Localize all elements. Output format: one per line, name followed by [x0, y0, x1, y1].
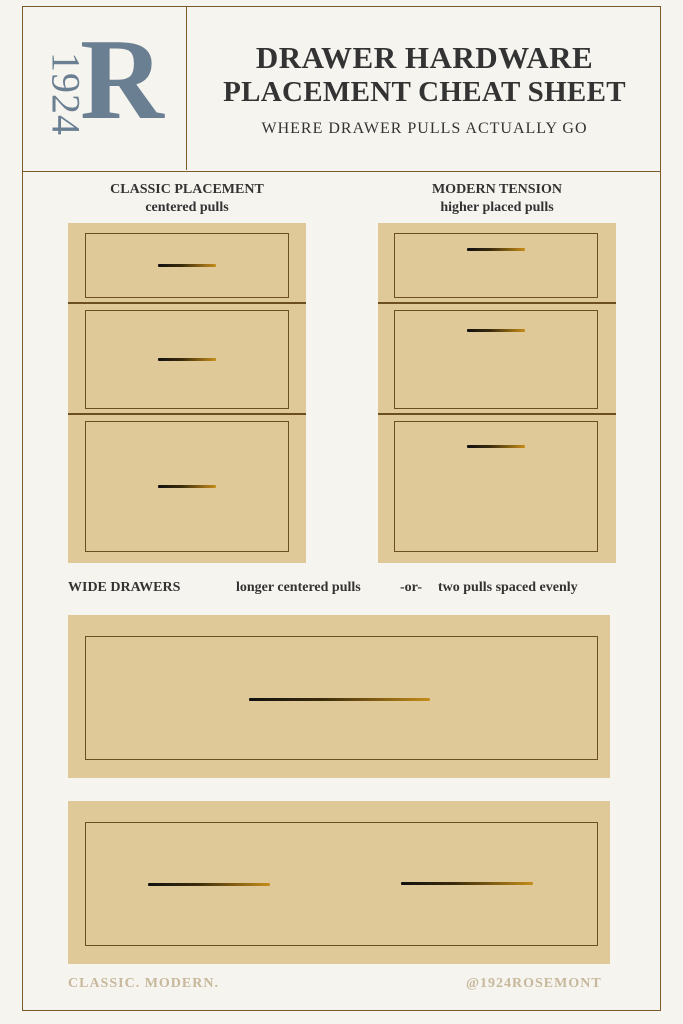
logo-letter: R [80, 16, 164, 144]
modern-drawer-1 [394, 233, 598, 298]
subtitle: WHERE DRAWER PULLS ACTUALLY GO [261, 120, 588, 137]
drawer-divider [68, 413, 306, 415]
drawer-pull-icon [158, 264, 216, 267]
drawer-pull-icon [467, 248, 525, 251]
wide-heading: WIDE DRAWERS [68, 580, 181, 595]
logo-year: 1924 [43, 52, 89, 136]
drawer-divider [68, 302, 306, 304]
modern-heading: MODERN TENSION [431, 182, 563, 197]
title-line-2: PLACEMENT CHEAT SHEET [223, 76, 626, 108]
wide-drawers-caption [68, 580, 628, 600]
drawer-divider [378, 302, 616, 304]
header [22, 6, 661, 172]
drawer-pull-icon [158, 485, 216, 488]
drawer-pull-icon [467, 329, 525, 332]
footer-handle: @1924ROSEMONT [466, 976, 602, 991]
classic-label [68, 182, 306, 216]
title-block [188, 6, 661, 170]
wide-option-2: two pulls spaced evenly [438, 580, 578, 595]
wide-separator: -or- [400, 580, 423, 595]
logo [22, 6, 187, 170]
title-line-1: DRAWER HARDWARE [255, 40, 594, 75]
modern-drawer-2 [394, 310, 598, 409]
drawer-pull-icon [401, 882, 533, 885]
drawer-pull-icon [148, 883, 270, 886]
modern-cabinet [378, 223, 616, 563]
footer-tagline: CLASSIC. MODERN. [68, 976, 219, 991]
drawer-pull-icon [249, 698, 430, 701]
classic-heading: CLASSIC PLACEMENT [110, 182, 264, 197]
wide-option-1: longer centered pulls [236, 580, 361, 595]
classic-subheading: centered pulls [145, 200, 229, 215]
classic-cabinet [68, 223, 306, 563]
drawer-pull-icon [467, 445, 525, 448]
modern-label [378, 182, 616, 216]
modern-subheading: higher placed pulls [440, 200, 554, 215]
wide-drawer-double [68, 801, 610, 964]
wide-drawer-single [68, 615, 610, 778]
drawer-pull-icon [158, 358, 216, 361]
modern-drawer-3 [394, 421, 598, 552]
drawer-divider [378, 413, 616, 415]
